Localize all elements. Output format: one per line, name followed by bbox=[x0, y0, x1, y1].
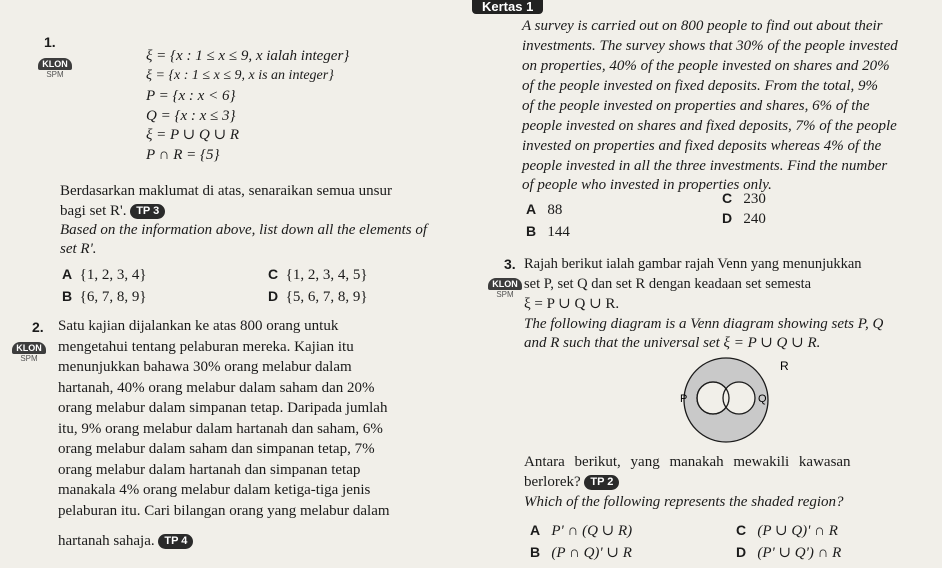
q2-line-11: hartanah sahaja. bbox=[58, 533, 155, 549]
paper-tab: Kertas 1 bbox=[472, 0, 543, 14]
q2-option-d[interactable]: D 240 bbox=[722, 210, 766, 227]
q1-universal-set-ms: ξ = {x : 1 ≤ x ≤ 9, x ialah integer} bbox=[146, 48, 350, 64]
q2-line-9: manakala 4% orang melabur dalam ketiga-tiga jenis bbox=[58, 482, 371, 498]
q2-option-c[interactable]: C 230 bbox=[722, 190, 766, 207]
q3-en-2: and R such that the universal set ξ = P ∪ Q ∪ R. bbox=[524, 335, 821, 351]
q1-prompt-ms-2: bagi set R'. bbox=[60, 203, 127, 219]
q2-option-a[interactable]: A 88 bbox=[526, 201, 563, 218]
q1-klon-spm-logo: KLON SPM bbox=[38, 58, 72, 82]
q1-option-a[interactable]: A {1, 2, 3, 4} bbox=[62, 266, 147, 283]
q3-option-b[interactable]: B (P ∩ Q)' ∪ R bbox=[530, 544, 632, 561]
q2-option-b[interactable]: B 144 bbox=[526, 223, 570, 240]
q2-en-line-6: people invested on shares and fixed deposits, 7% of the people bbox=[522, 118, 897, 134]
q2-en-line-4: of the people invested on fixed deposits. From the total, 9% bbox=[522, 78, 879, 94]
q1-option-c[interactable]: C {1, 2, 3, 4, 5} bbox=[268, 266, 368, 283]
q3-option-d[interactable]: D (P' ∪ Q') ∩ R bbox=[736, 544, 842, 561]
q1-tp-badge: TP 3 bbox=[130, 204, 165, 219]
q2-line-7: orang melabur dalam saham dan simpanan tetap, 7% bbox=[58, 441, 375, 457]
q1-number: 1. bbox=[44, 34, 56, 50]
q2-line-2: mengetahui tentang pelaburan mereka. Kajian itu bbox=[58, 339, 354, 355]
q2-line-10: pelaburan itu. Cari bilangan orang yang melabur dalam bbox=[58, 503, 390, 519]
q2-line-3: menunjukkan bahawa 30% orang melabur dalam bbox=[58, 359, 352, 375]
q2-en-line-8: people invested in all the three investments. Find the number bbox=[522, 158, 888, 174]
q2-en-line-7: invested on properties and fixed deposits whereas 4% of the bbox=[522, 138, 882, 154]
q3-ms-3: ξ = P ∪ Q ∪ R. bbox=[524, 296, 620, 312]
q2-line-4: hartanah, 40% orang melabur dalam saham dan 20% bbox=[58, 380, 375, 396]
q3-klon-spm-logo: KLON SPM bbox=[488, 278, 522, 302]
q2-line-5: orang melabur dalam simpanan tetap. Daripada jumlah bbox=[58, 400, 388, 416]
q2-line-8: orang melabur dalam hartanah dan simpanan tetap bbox=[58, 462, 361, 478]
venn-circle-q bbox=[723, 382, 755, 414]
q3-ms-1: Rajah berikut ialah gambar rajah Venn yang menunjukkan bbox=[524, 256, 862, 272]
q2-en-line-3: on properties, 40% of the people invested on shares and 20% bbox=[522, 58, 890, 74]
q1-prompt-ms-1: Berdasarkan maklumat di atas, senaraikan semua unsur bbox=[60, 183, 392, 199]
q2-en-line-9: of people who invested in properties only. bbox=[522, 177, 772, 193]
q2-klon-spm-logo: KLON SPM bbox=[12, 342, 46, 366]
q1-prompt-en-2: set R'. bbox=[60, 241, 97, 257]
q2-line-1: Satu kajian dijalankan ke atas 800 orang untuk bbox=[58, 318, 339, 334]
q2-number: 2. bbox=[32, 319, 44, 335]
q2-en-line-2: investments. The survey shows that 30% of the people invested bbox=[522, 38, 898, 54]
q1-set-q: Q = {x : x ≤ 3} bbox=[146, 108, 236, 124]
venn-label-q: Q bbox=[758, 393, 767, 405]
q3-en-q: Which of the following represents the shaded region? bbox=[524, 494, 844, 510]
q1-union: ξ = P ∪ Q ∪ R bbox=[146, 127, 240, 143]
q3-number: 3. bbox=[504, 256, 516, 272]
venn-label-p: P bbox=[680, 393, 688, 405]
q1-set-p: P = {x : x < 6} bbox=[146, 88, 236, 104]
q1-option-b[interactable]: B {6, 7, 8, 9} bbox=[62, 288, 147, 305]
q3-ms-q-2: berlorek? bbox=[524, 474, 581, 490]
q3-ms-q-1: Antara berikut, yang manakah mewakili kawasan bbox=[524, 454, 851, 470]
q3-ms-2: set P, set Q dan set R dengan keadaan set semesta bbox=[524, 276, 812, 292]
q3-option-c[interactable]: C (P ∪ Q)' ∩ R bbox=[736, 522, 838, 539]
q3-en-1: The following diagram is a Venn diagram showing sets P, Q bbox=[524, 316, 884, 332]
q2-line-6: itu, 9% orang melabur dalam hartanah dan saham, 6% bbox=[58, 421, 383, 437]
q3-tp-badge: TP 2 bbox=[584, 475, 619, 490]
q2-tp-badge: TP 4 bbox=[158, 534, 193, 549]
q1-prompt-en-1: Based on the information above, list down all the elements of bbox=[60, 222, 428, 238]
q2-en-line-5: of the people invested on properties and shares, 6% of the bbox=[522, 98, 870, 114]
q1-intersection: P ∩ R = {5} bbox=[146, 147, 220, 163]
q3-option-a[interactable]: A P' ∩ (Q ∪ R) bbox=[530, 522, 633, 539]
q2-en-line-1: A survey is carried out on 800 people to find out about their bbox=[522, 18, 883, 34]
q1-option-d[interactable]: D {5, 6, 7, 8, 9} bbox=[268, 288, 368, 305]
q1-universal-set-en: ξ = {x : 1 ≤ x ≤ 9, x is an integer} bbox=[146, 68, 334, 83]
venn-diagram bbox=[640, 350, 810, 450]
venn-label-r: R bbox=[780, 359, 789, 373]
